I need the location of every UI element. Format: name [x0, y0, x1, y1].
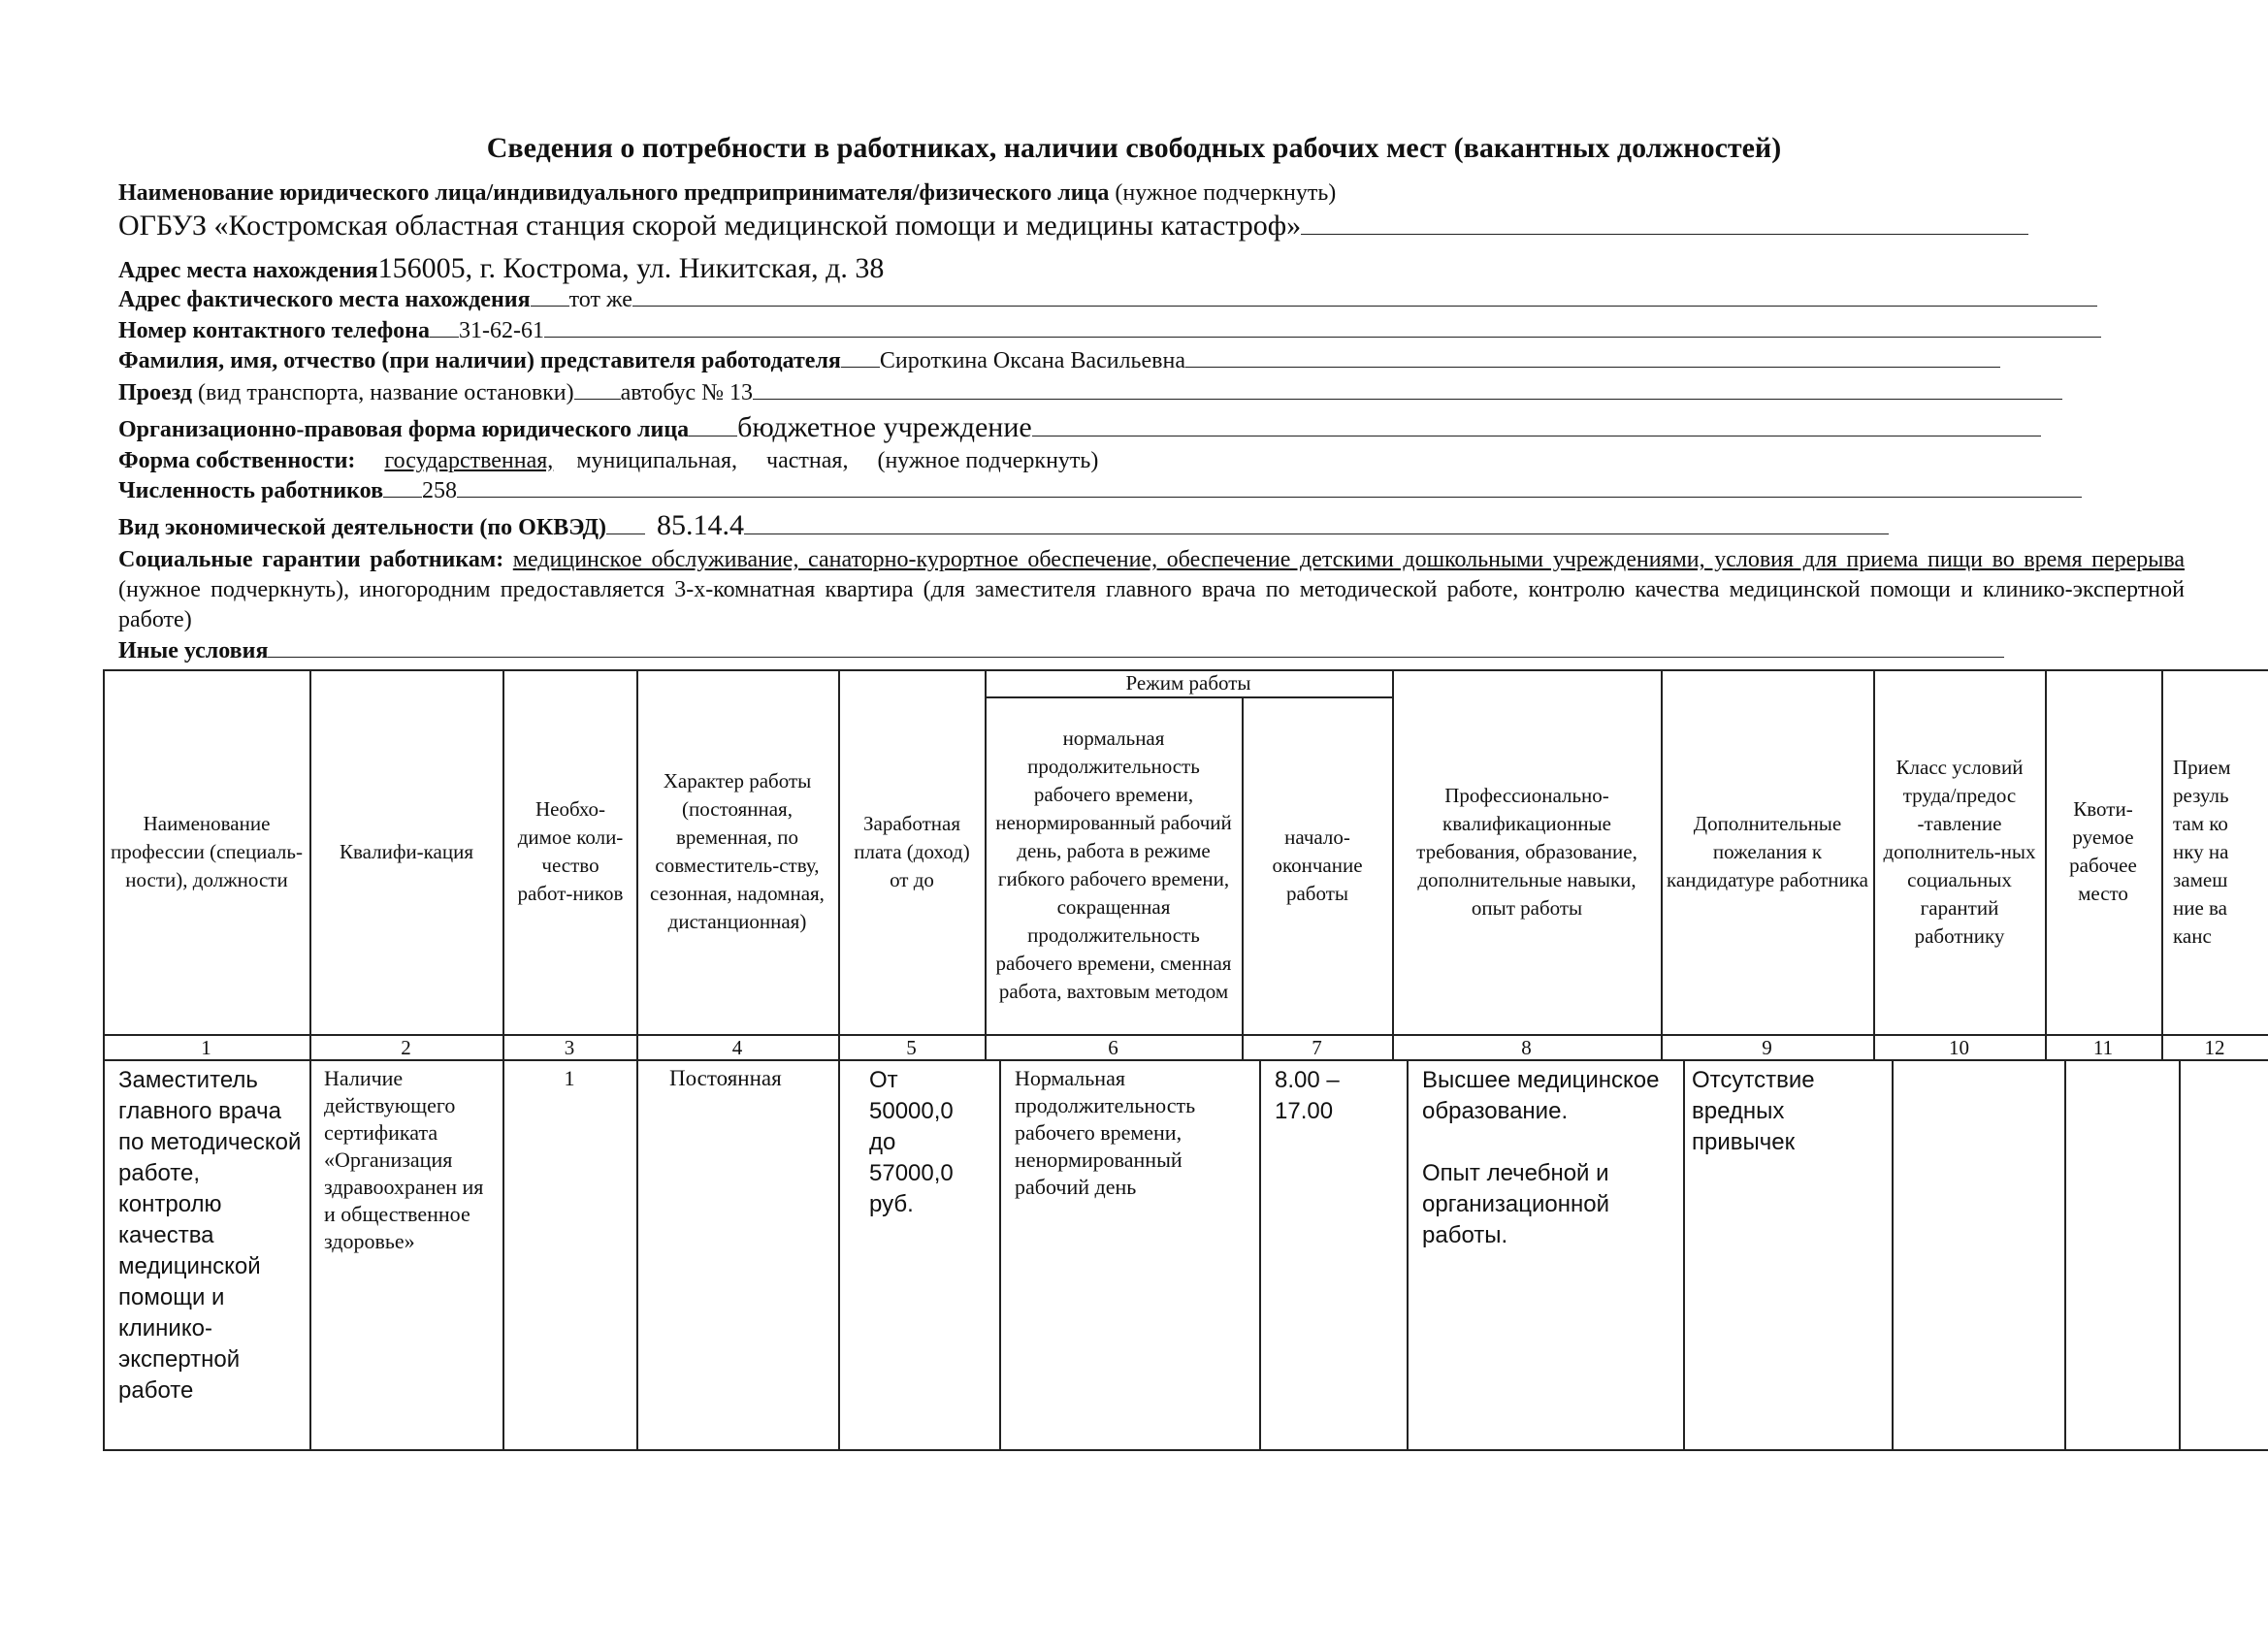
ownership-line	[118, 448, 2185, 474]
header-regime: нормальная продолжительность рабочего времени, ненормированный рабочий день, работа в режиме гибкого рабочего времени, сокращенная продолжительность рабочего времени, сменная работа, вахтовым методом	[995, 727, 1232, 1003]
regime-group-header: Режим работы	[1125, 670, 1251, 695]
actual-address-line	[118, 287, 2185, 313]
header-quota: Квоти-руемое рабочее место	[2069, 797, 2137, 905]
col-num-2: 2	[401, 1036, 411, 1059]
cell-hours: 8.00 – 17.00	[1275, 1067, 1340, 1124]
col-num-1: 1	[201, 1036, 211, 1059]
page-title: Сведения о потребности в работниках, наличии свободных рабочих мест (вакантных должностей)	[486, 132, 1782, 164]
staff-label: Численность работников	[118, 478, 384, 503]
legal-form-value: бюджетное учреждение	[737, 411, 1032, 443]
actual-address-label: Адрес фактического места нахождения	[118, 287, 531, 312]
org-name-label-line	[118, 180, 2185, 207]
address-value: 156005, г. Кострома, ул. Никитская, д. 38	[377, 252, 885, 284]
col-num-8: 8	[1521, 1036, 1532, 1059]
phone-label: Номер контактного телефона	[118, 318, 431, 343]
cell-salary: От 50000,0 до 57000,0 руб.	[869, 1067, 954, 1217]
social-underlined: медицинское обслуживание, санаторно-курортное обеспечение, обеспечение детскими дошкольными учреждениями, условия для приема пищи во время перерыва	[512, 547, 2186, 572]
legal-form-label: Организационно-правовая форма юридического лица	[118, 417, 690, 442]
representative-value: Сироткина Оксана Васильевна	[879, 348, 1185, 373]
social-label: Социальные гарантии работникам:	[118, 547, 504, 572]
other-conditions-label: Иные условия	[118, 638, 269, 663]
header-count: Необхо-димое коли-чество работ-ников	[517, 797, 624, 905]
header-qualification: Квалифи-кация	[339, 839, 474, 863]
col-num-11: 11	[2092, 1036, 2114, 1059]
ownership-municipal: муниципальная,	[576, 448, 738, 473]
actual-address-value: тот же	[568, 287, 632, 312]
cell-profession: Заместитель главного врача по методической работе, контролю качества медицинской помощи и клинико-экспертной работе	[118, 1067, 302, 1404]
col-num-5: 5	[906, 1036, 917, 1059]
ownership-state: государственная,	[384, 448, 554, 473]
cell-wishes: Отсутствие вредных привычек	[1692, 1067, 1815, 1155]
org-name-line	[118, 210, 2185, 242]
header-profession: Наименование профессии (специаль-ности), должности	[111, 811, 303, 891]
header-salary: Заработная плата (доход) от до	[854, 811, 970, 891]
phone-value: 31-62-61	[459, 318, 544, 343]
okved-value: 85.14.4	[657, 509, 745, 541]
representative-line	[118, 348, 2185, 374]
header-requirements: Профессионально-квалификационные требования, образование, дополнительные навыки, опыт работы	[1416, 783, 1637, 920]
transport-label: Проезд	[118, 380, 193, 405]
ownership-note: (нужное подчеркнуть)	[877, 448, 1099, 473]
staff-line	[118, 478, 2185, 504]
col-num-6: 6	[1108, 1036, 1118, 1059]
phone-line	[118, 318, 2185, 344]
other-conditions-line	[118, 638, 2185, 664]
cell-character: Постоянная	[669, 1066, 782, 1090]
cell-requirements: Высшее медицинское образование. Опыт лечебной и организационной работы.	[1422, 1067, 1660, 1248]
okved-label: Вид экономической деятельности (по ОКВЭД)	[118, 515, 607, 540]
cell-regime: Нормальная продолжительность рабочего времени, ненормированный рабочий день	[1015, 1066, 1196, 1199]
representative-label: Фамилия, имя, отчество (при наличии) представителя работодателя	[118, 348, 841, 373]
address-label: Адрес места нахождения	[118, 258, 378, 283]
col-num-7: 7	[1312, 1036, 1322, 1059]
staff-value: 258	[422, 478, 458, 503]
col-num-9: 9	[1762, 1036, 1772, 1059]
transport-note: (вид транспорта, название остановки)	[198, 380, 574, 405]
ownership-private: частная,	[766, 448, 849, 473]
social-rest: (нужное подчеркнуть), иногородним предоставляется 3-х-комнатная квартира (для заместителя главного врача по методической работе, контролю качества медицинской помощи и клинико-экспертной работе)	[118, 577, 2185, 632]
col-num-10: 10	[1949, 1036, 1969, 1059]
org-name-value: ОГБУЗ «Костромская областная станция скорой медицинской помощи и медицины катастроф»	[118, 210, 1302, 242]
header-contest	[2165, 671, 2268, 1032]
okved-line	[118, 509, 2185, 542]
cell-count: 1	[564, 1066, 575, 1090]
header-class: Класс условий труда/предос -тавление дополнитель-ных социальных гарантий работнику	[1883, 755, 2036, 948]
header-wishes: Дополнительные пожелания к кандидатуре работника	[1667, 811, 1868, 891]
transport-value: автобус № 13	[620, 380, 754, 405]
legal-form-line	[118, 411, 2185, 444]
org-name-label: Наименование юридического лица/индивидуального предприпринимателя/физического лица	[118, 180, 1110, 206]
social-guarantees	[118, 545, 2185, 635]
transport-line	[118, 380, 2185, 406]
header-contest-text: Прием резуль там конку на замеш ние ваканс	[2173, 755, 2231, 948]
org-name-note: (нужное подчеркнуть)	[1115, 180, 1337, 206]
address-line	[118, 252, 2185, 285]
col-num-12: 12	[2204, 1036, 2225, 1059]
header-character: Характер работы (постоянная, временная, по совместитель-ству, сезонная, надомная, дистанционная)	[650, 769, 825, 933]
header-hours: начало-окончание работы	[1272, 824, 1363, 905]
col-num-4: 4	[731, 1036, 743, 1059]
ownership-label: Форма собственности:	[118, 448, 356, 473]
col-num-3: 3	[564, 1036, 575, 1059]
cell-qualification: Наличие действующего сертификата «Организация здравоохранен ия и общественное здоровье»	[324, 1066, 484, 1253]
